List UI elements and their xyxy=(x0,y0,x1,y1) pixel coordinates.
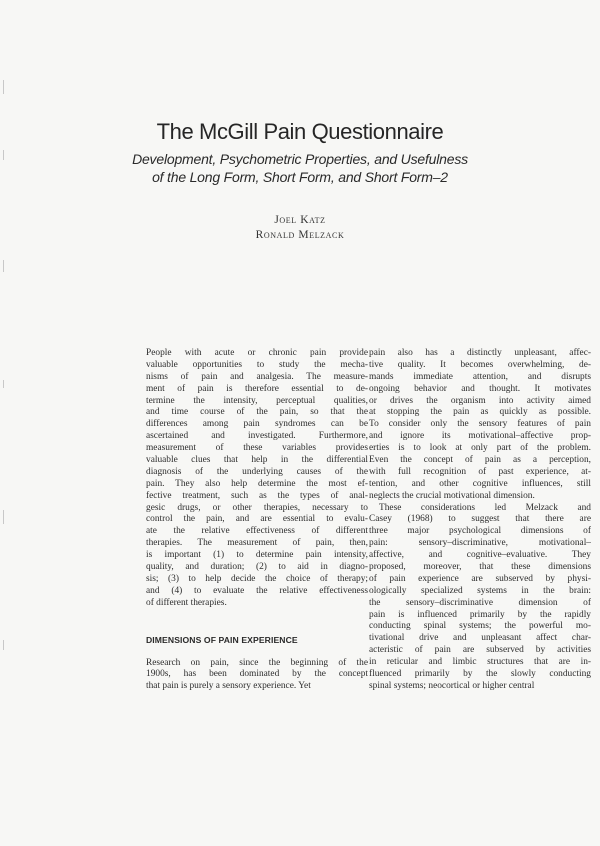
text-line: ongoing behavior and thought. It motivates xyxy=(369,383,591,394)
article-subtitle xyxy=(0,150,600,186)
text-line: measurement of these variables provides xyxy=(146,443,368,454)
text-line: or drives the organism into activity aimed xyxy=(369,395,591,406)
text-line: at stopping the pain as quickly as possible. xyxy=(369,407,591,418)
text-line: valuable opportunities to study the mecha- xyxy=(146,359,368,370)
article-title: The McGill Pain Questionnaire xyxy=(156,119,444,144)
text-line: differences among pain syndromes can be xyxy=(146,419,368,430)
text-line: and (4) to evaluate the relative effectiveness xyxy=(146,585,368,596)
author-name: Joel Katz xyxy=(274,214,326,226)
text-line: ment of pain is therefore essential to de- xyxy=(146,383,368,394)
text-line: nisms of pain and analgesia. The measure- xyxy=(146,371,368,382)
text-line: acteristic of pain are subserved by activities xyxy=(369,645,591,656)
text-line: Casey (1968) to suggest that there are xyxy=(369,514,591,525)
text-line: spinal systems; neocortical or higher central xyxy=(369,680,535,691)
text-line: mands immediate attention, and disrupts xyxy=(369,371,591,382)
text-line: of pain experience are subserved by physi- xyxy=(369,573,591,584)
text-line: tention, and other cognitive influences, still xyxy=(369,478,591,489)
text-line: gesic drugs, or other therapies, necessary to xyxy=(146,502,368,513)
subtitle-line: Development, Psychometric Properties, and Usefulness xyxy=(132,151,468,167)
subtitle-line: of the Long Form, Short Form, and Short Form–2 xyxy=(152,169,448,185)
text-line: affective, and cognitive–evaluative. They xyxy=(369,550,591,561)
text-line: pain: sensory–discriminative, motivational– xyxy=(369,538,591,549)
text-line: sis; (3) to help decide the choice of therapy; xyxy=(146,573,368,584)
text-line: pain is influenced primarily by the rapidly xyxy=(369,609,591,620)
text-line: Even the concept of pain as a perception, xyxy=(369,455,591,466)
text-line: and time course of the pain, so that the xyxy=(146,407,368,418)
text-line: tivational drive and unpleasant affect char- xyxy=(369,633,591,644)
text-line: People with acute or chronic pain provide xyxy=(146,348,368,358)
text-line: ascertained and investigated. Furthermore, xyxy=(146,431,368,442)
text-line: erties is to look at only part of the problem. xyxy=(369,443,591,454)
text-line: conducting spinal systems; the powerful mo- xyxy=(369,621,591,632)
text-line: diagnosis of the underlying causes of the xyxy=(146,466,368,477)
author-list xyxy=(0,213,600,243)
text-line: therapies. The measurement of pain, then, xyxy=(146,538,368,549)
text-line: 1900s, has been dominated by the concept xyxy=(146,669,368,680)
text-line: fluenced primarily by the slowly conducting xyxy=(369,669,591,680)
text-line: Research on pain, since the beginning of the xyxy=(146,657,368,668)
text-line: with full recognition of past experience, at- xyxy=(369,466,591,477)
text-line: ologically specialized systems in the brain: xyxy=(369,585,591,596)
text-line: pain also has a distinctly unpleasant, affec- xyxy=(369,348,591,358)
left-text-column xyxy=(146,348,368,693)
section-heading: DIMENSIONS OF PAIN EXPERIENCE xyxy=(146,634,298,645)
text-line: the sensory–discriminative dimension of xyxy=(369,597,591,608)
text-line: termine the intensity, perceptual qualities, xyxy=(146,395,368,406)
text-line: that pain is purely a sensory experience. Yet xyxy=(146,681,311,692)
text-line: ate the relative effectiveness of different xyxy=(146,526,368,537)
text-line: pain. They also help determine the most ef- xyxy=(146,478,368,489)
text-line: three major psychological dimensions of xyxy=(369,526,591,537)
text-line: is important (1) to determine pain intensity, xyxy=(146,550,368,561)
text-line: fective treatment, such as the types of anal- xyxy=(146,490,368,501)
text-line: tive quality. It becomes overwhelming, de- xyxy=(369,359,591,370)
text-line: control the pain, and are essential to evalu- xyxy=(146,514,368,525)
text-line: of different therapies. xyxy=(146,597,227,608)
text-line: To consider only the sensory features of pain xyxy=(369,419,591,430)
text-line: neglects the crucial motivational dimension. xyxy=(369,490,535,501)
right-text-column xyxy=(369,348,591,693)
text-line: and ignore its motivational–affective prop- xyxy=(369,431,591,442)
text-line: in reticular and limbic structures that are in- xyxy=(369,657,591,668)
text-line: quality, and duration; (2) to aid in diagno- xyxy=(146,562,368,573)
text-line: These considerations led Melzack and xyxy=(379,502,591,513)
text-line: valuable clues that help in the differential xyxy=(146,455,368,466)
text-line: proposed, moreover, that these dimensions xyxy=(369,562,591,573)
author-name: Ronald Melzack xyxy=(255,229,345,241)
